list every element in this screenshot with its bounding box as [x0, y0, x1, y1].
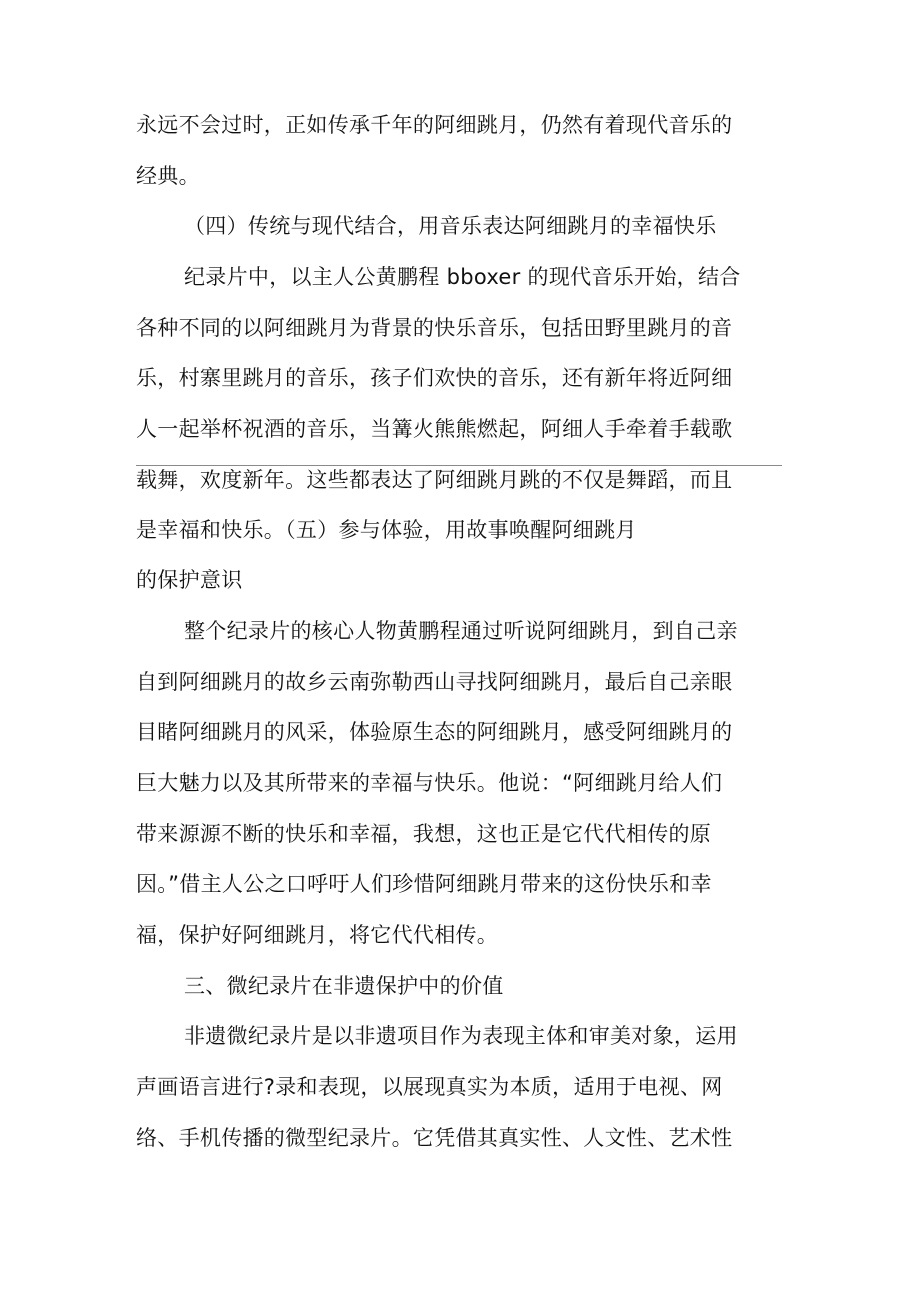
text-line: 载舞，欢度新年。这些都表达了阿细跳月跳的不仅是舞蹈，而且	[136, 468, 733, 492]
section-heading: 三、微纪录片在非遗保护中的价值	[184, 974, 504, 998]
text-line: 络、手机传播的微型纪录片。它凭借其真实性、人文性、艺术性	[136, 1126, 733, 1150]
text-line: 非遗微纪录片是以非遗项目作为表现主体和审美对象，运用	[184, 1024, 738, 1048]
text-line: 福，保护好阿细跳月，将它代代相传。	[136, 923, 499, 947]
text-line: 的保护意识	[136, 568, 243, 592]
text-line: 带来源源不断的快乐和幸福，我想，这也正是它代代相传的原	[136, 822, 712, 846]
text-line: 人一起举杯祝酒的音乐，当篝火熊熊燃起，阿细人手牵着手载歌	[136, 417, 733, 441]
text-line: 纪录片中，以主人公黄鹏程 bboxer 的现代音乐开始，结合	[184, 265, 741, 289]
text-line: 声画语言进行?录和表现，以展现真实为本质，适用于电视、网	[136, 1075, 723, 1099]
text-line: 乐，村寨里跳月的音乐，孩子们欢快的音乐，还有新年将近阿细	[136, 366, 733, 390]
text-line: 永远不会过时，正如传承千年的阿细跳月，仍然有着现代音乐的	[136, 113, 733, 137]
text-line: 目睹阿细跳月的风采，体验原生态的阿细跳月，感受阿细跳月的	[136, 720, 733, 744]
text-line: 是幸福和快乐。（五）参与体验，用故事唤醒阿细跳月	[136, 518, 637, 542]
text-line: 各种不同的以阿细跳月为背景的快乐音乐，包括田野里跳月的音	[136, 316, 733, 340]
section-heading: （四）传统与现代结合，用音乐表达阿细跳月的幸福快乐	[184, 214, 717, 238]
text-line: 自到阿细跳月的故乡云南弥勒西山寻找阿细跳月，最后自己亲眼	[136, 670, 733, 694]
text-line: 整个纪录片的核心人物黄鹏程通过听说阿细跳月，到自己亲	[184, 619, 738, 643]
text-line: 巨大魅力以及其所带来的幸福与快乐。他说：“阿细跳月给人们	[136, 771, 723, 795]
text-line: 因。”借主人公之口呼吁人们珍惜阿细跳月带来的这份快乐和幸	[136, 872, 712, 896]
text-line: 经典。	[136, 164, 200, 188]
